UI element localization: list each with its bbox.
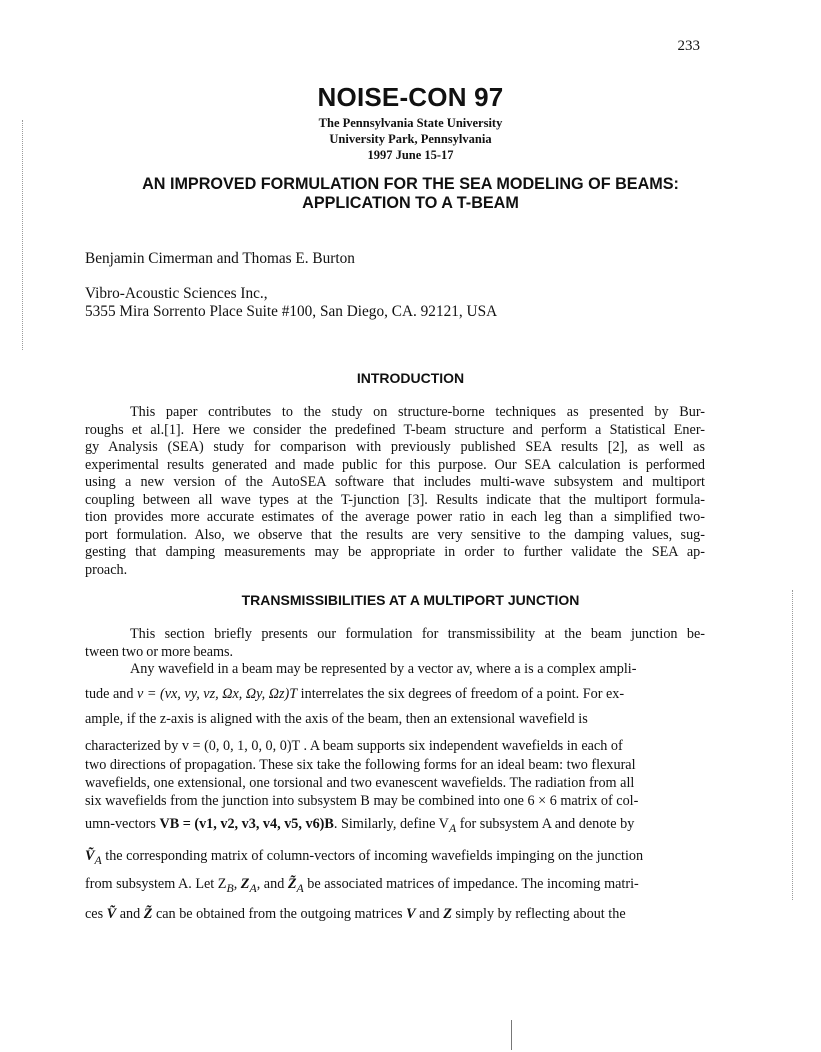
text-line: coupling between all wave types at the T-junction [3]. Results indicate that the multiport formula- (85, 491, 705, 508)
scan-artifact-bottom (511, 1020, 513, 1050)
paper-title-line-2: APPLICATION TO A T-BEAM (302, 194, 519, 212)
math-extensional-vector: v = (0, 0, 1, 0, 0, 0)T (181, 738, 300, 754)
paper-title (0, 175, 821, 213)
introduction-paragraph (85, 404, 705, 579)
text-line-with-math (85, 738, 705, 755)
text-line: tween two or more beams. (85, 643, 234, 660)
text-fragment: from subsystem A. Let Z (85, 876, 227, 892)
text-fragment: tude and (85, 686, 134, 702)
transmissibilities-paragraph-1 (85, 626, 705, 661)
text-line: This section briefly presents our formulation for transmissibility at the beam junction be- (130, 626, 705, 642)
text-line: gesting that damping measurements may be appropriate in order to further validate the SEA ap- (85, 544, 705, 560)
text-line: tion provides more accurate estimates of the average power ratio in each leg than a simplified two- (85, 509, 705, 525)
math-vb-matrix: VB = (v1, v2, v3, v4, v5, v6)B (159, 816, 334, 832)
conference-date: 1997 June 15-17 (367, 148, 454, 162)
text-line: This paper contributes to the study on structure-borne techniques as presented by Bur- (130, 404, 705, 420)
text-line: proach. (85, 561, 128, 578)
text-line: experimental results generated and made public for this purpose. Our SEA calculation is performed (85, 456, 705, 473)
text-fragment: be associated matrices of impedance. The incoming matri- (307, 876, 639, 892)
text-line-with-math (85, 686, 705, 703)
authors: Benjamin Cimerman and Thomas E. Burton (85, 250, 355, 267)
conference-location: University Park, Pennsylvania (329, 132, 492, 146)
text-line: six wavefields from the junction into subsystem B may be combined into one 6 × 6 matrix of col- (85, 793, 639, 809)
text-line: gy Analysis (SEA) study for comparison with previously published SEA results [2], as well as (85, 439, 705, 455)
text-line-with-math: ces Ṽ and Z̃ can be obtained from the outgoing matrices V and Z simply by reflecting about the (85, 906, 626, 922)
text-line: two directions of propagation. These six take the following forms for an ideal beam: two flexural (85, 757, 636, 773)
affiliation-line-1: Vibro-Acoustic Sciences Inc., (85, 285, 268, 302)
scan-artifact-right (792, 590, 794, 900)
text-fragment: characterized by (85, 738, 179, 754)
conference-university: The Pennsylvania State University (318, 116, 503, 130)
page-number: 233 (677, 38, 700, 54)
text-line: Any wavefield in a beam may be represented by a vector av, where a is a complex ampli- (130, 661, 637, 677)
text-fragment: simply by reflecting about the (455, 906, 626, 922)
text-line-with-math: Ṽ$_A$ the corresponding matrix of column-vectors of incoming wavefields impinging on the junction (85, 848, 644, 867)
text-line-with-math: umn-vectors VB = (v1, v2, v3, v4, v5, v6)B. Similarly, define $V_A$ for subsystem A and denote by (85, 816, 635, 835)
text-line: ample, if the z-axis is aligned with the axis of the beam, then an extensional wavefield is (85, 711, 588, 727)
text-fragment: the corresponding matrix of column-vectors of incoming wavefields impinging on the junction (105, 848, 644, 864)
text-fragment: . Similarly, define V (333, 816, 449, 832)
section-heading-introduction: INTRODUCTION (356, 370, 465, 386)
text-fragment: umn-vectors (85, 816, 156, 832)
text-line: using a new version of the AutoSEA software that includes multi-wave subsystem and multiport (85, 474, 705, 490)
conference-title: NOISE-CON 97 (317, 82, 504, 112)
text-line: port formulation. Also, we observe that the results are very sensitive to the damping values, sug- (85, 526, 705, 543)
text-fragment: can be obtained from the outgoing matrices (155, 906, 403, 922)
text-line: roughs et al.[1]. Here we consider the predefined T-beam structure and perform a Statistical Ener- (85, 421, 705, 438)
affiliation-line-2: 5355 Mira Sorrento Place Suite #100, San Diego, CA. 92121, USA (85, 303, 498, 320)
section-heading-transmissibilities: TRANSMISSIBILITIES AT A MULTIPORT JUNCTION (241, 592, 580, 608)
paper-title-line-1: AN IMPROVED FORMULATION FOR THE SEA MODELING OF BEAMS: (142, 175, 679, 193)
text-line: wavefields, one extensional, one torsional and two evanescent wavefields. The radiation from all (85, 775, 635, 791)
math-v-vector: v = (vx, vy, vz, Ωx, Ωy, Ωz)T (137, 686, 298, 702)
text-fragment: . A beam supports six independent wavefields in each of (303, 738, 623, 754)
text-fragment: ces (85, 906, 104, 922)
text-fragment: for subsystem A and denote by (459, 816, 635, 832)
text-fragment: interrelates the six degrees of freedom of a point. For ex- (300, 686, 625, 702)
text-line-with-math: from subsystem A. Let $Z_B$, $Z_A$, and $Z̃_A$ be associated matrices of impedance. The incoming matri- (85, 876, 639, 895)
